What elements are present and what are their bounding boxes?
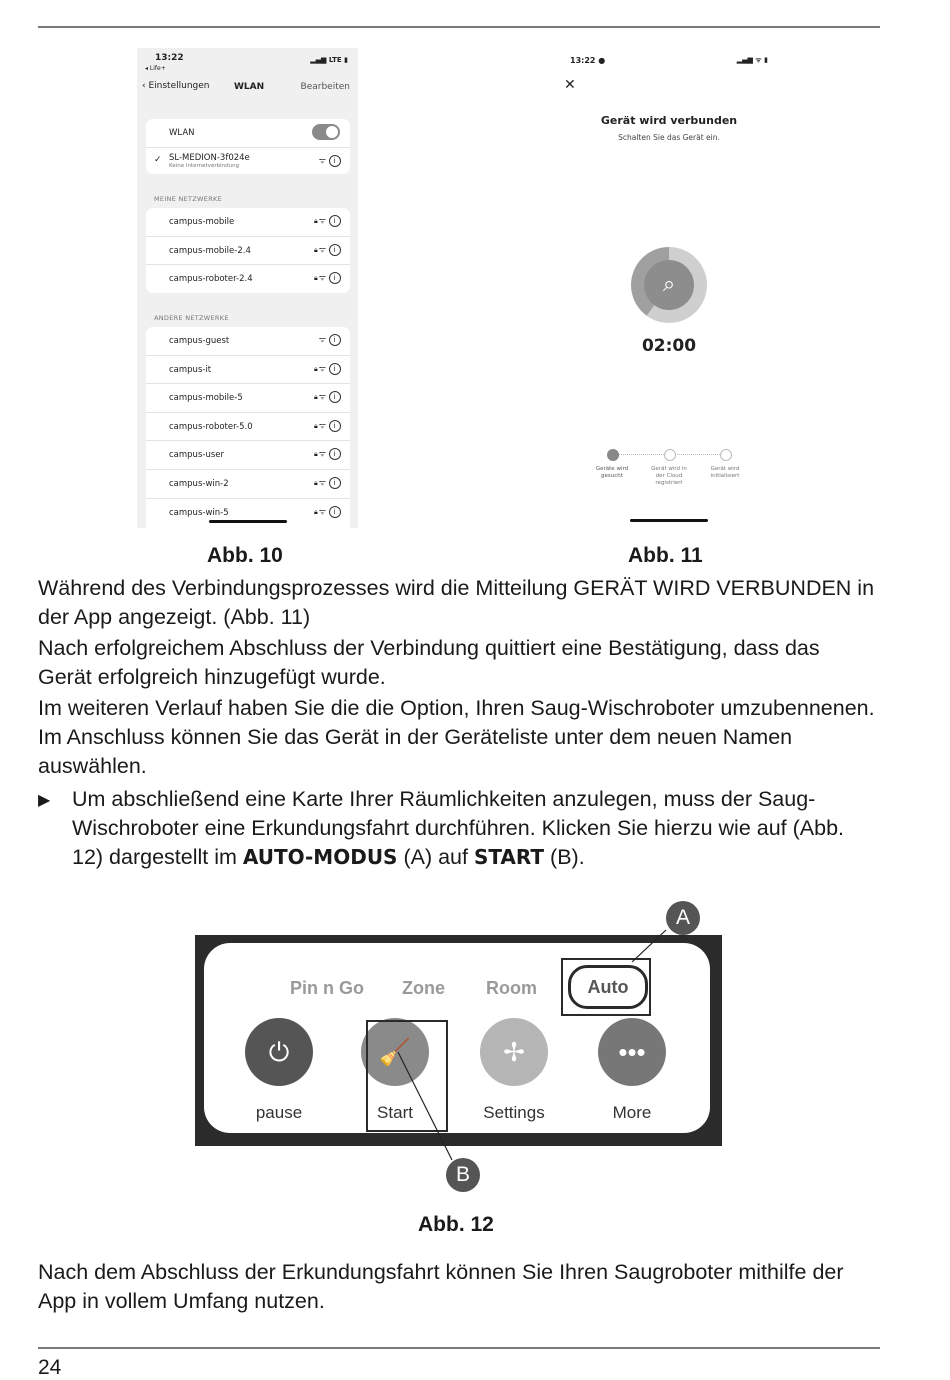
info-icon[interactable]: i [329,215,341,227]
info-icon[interactable]: i [329,391,341,403]
back-app-label: ◂ Life+ [145,65,166,72]
bullet-text-part: Um abschließend eine Karte Ihrer Räumlichkeiten anzulegen, muss der Saug-Wischroboter eine Erkundungsfahrt durchführen. Klicken Sie hierzu wie auf (Abb. 12) dargestellt im [72,787,845,869]
more-icon[interactable]: ••• [598,1018,666,1086]
network-type: LTE [328,56,342,64]
paragraph: Nach erfolgreichem Abschluss der Verbindung quittiert eine Bestätigung, dass das Gerät erfolgreich hinzugefügt wurde. [38,636,820,689]
connecting-subtitle: Schalten Sie das Gerät ein. [618,133,720,142]
lock-icon: 🔒︎ [313,478,319,487]
status-time: 13:22 [155,53,184,63]
lock-icon: 🔒︎ [313,245,319,254]
callout-a: A [666,901,700,935]
bullet-text-part: (A) auf [397,845,474,869]
plug-icon[interactable]: ⏻ [245,1018,313,1086]
lock-icon: 🔒︎ [313,507,319,516]
wifi-icon: ᯤ [318,506,327,516]
step-label: Geräte wird gesucht [595,466,629,479]
pause-label: pause [255,1103,303,1122]
network-name: campus-mobile [169,217,235,227]
network-name: campus-roboter-2.4 [169,274,253,285]
caption-abb-10: Abb. 10 [207,544,283,567]
lock-icon: 🔒︎ [313,421,319,430]
step-label: Gerät wird initialisiert [710,466,740,479]
network-name: campus-it [169,364,212,375]
lock-icon: 🔒︎ [313,393,319,402]
wifi-icon: ᯤ [318,363,327,373]
settings-label: Settings [483,1103,545,1122]
location-icon: ● [598,56,606,65]
wifi-icon: ᯤ [318,420,327,430]
page-title: WLAN [234,82,265,92]
network-name: campus-win-5 [169,507,229,518]
chevron-left-icon: ‹ [142,81,149,91]
wifi-icon: ᯤ [318,449,327,459]
network-name: campus-guest [169,336,230,346]
bullet-text-part: (B). [544,845,585,869]
step-label: Gerät wird in der Cloud registriert [651,466,687,486]
lock-icon: 🔒︎ [313,217,319,225]
callout-b: B [446,1158,480,1192]
info-icon[interactable]: i [329,420,341,432]
network-name: campus-user [169,450,224,461]
callout-line-b [398,1052,452,1160]
info-icon[interactable]: i [329,244,341,256]
close-icon[interactable]: ✕ [564,77,576,93]
connecting-title: Gerät wird verbunden [600,114,738,127]
info-icon[interactable]: i [329,448,341,460]
broom-icon[interactable]: 🧹 [361,1018,429,1086]
bottom-rule [38,1347,880,1349]
lock-icon: 🔒︎ [313,364,319,373]
checkmark-icon: ✓ [154,154,162,165]
wifi-icon: ᯤ [318,216,327,225]
paragraph: Im weiteren Verlauf haben Sie die die Option, Ihren Saug-Wischroboter umzubennenen. Im Anschluss können Sie das Gerät in der Geräteliste unter dem neuen Namen auswählen. [38,696,875,778]
info-icon[interactable]: i [329,272,341,284]
wifi-icon: ᯤ [755,56,762,64]
caption-abb-12: Abb. 12 [418,1213,494,1236]
section-my-networks: MEINE NETZWERKE [154,195,222,203]
caption-abb-11: Abb. 11 [628,544,703,567]
section-other-networks: ANDERE NETZWERKE [154,314,229,322]
signal-icon: ▂▄▆ [736,56,753,64]
wifi-icon: ᯤ [318,392,327,402]
search-icon: ⌕ [644,260,694,310]
auto-modus-term: AUTO-MODUS [242,845,398,869]
more-label: More [612,1103,652,1122]
info-icon[interactable]: i [329,477,341,489]
lock-icon: 🔒︎ [313,450,319,459]
edit-button[interactable]: Bearbeiten [300,82,350,92]
tab-zone[interactable]: Zone [402,978,445,998]
start-label: Start [377,1103,413,1122]
callout-line-a [632,930,666,962]
wifi-icon: ᯤ [318,273,327,283]
paragraph: Während des Verbindungsprozesses wird die Mitteilung GERÄT WIRD VERBUNDEN in der App angezeigt. (Abb. 11) [38,576,875,629]
connected-network-status: Keine Internetverbindung [169,162,240,169]
wifi-icon: ᯤ [318,477,327,487]
network-name: campus-roboter-5.0 [169,421,253,432]
connected-network-name: SL-MEDION-3f024e [169,152,250,163]
wifi-icon: ᯤ [318,244,327,254]
info-icon[interactable]: i [329,155,341,167]
lock-icon: 🔒︎ [313,274,319,283]
back-label: Einstellungen [148,81,210,91]
wlan-label: WLAN [169,128,195,138]
battery-icon: ▮ [764,56,768,64]
wifi-icon: ᯤ [318,155,327,165]
info-icon[interactable]: i [329,334,341,346]
info-icon[interactable]: i [329,363,341,375]
signal-icon: ▂▄▆ [310,56,327,64]
status-time-text: 13:22 [570,56,596,65]
wifi-icon: ᯤ [318,335,327,344]
triangle-right-icon: ▶ [38,792,51,809]
tab-auto[interactable]: Auto [568,965,648,1009]
paragraph: Nach dem Abschluss der Erkundungsfahrt können Sie Ihren Saugroboter mithilfe der App in vollem Umfang nutzen. [38,1260,844,1313]
network-name: campus-mobile-5 [169,393,243,404]
fan-icon[interactable]: ✢ [480,1018,548,1086]
battery-icon: ▮ [344,56,348,64]
page-number: 24 [38,1356,62,1379]
countdown-timer: 02:00 [641,336,697,356]
info-icon[interactable]: i [329,506,341,518]
tab-room[interactable]: Room [486,978,537,998]
network-name: campus-mobile-2.4 [169,245,251,256]
closing-text [38,1258,878,1316]
tab-pin-n-go[interactable]: Pin n Go [290,978,364,998]
start-term: START [473,845,545,869]
network-name: campus-win-2 [169,478,229,489]
